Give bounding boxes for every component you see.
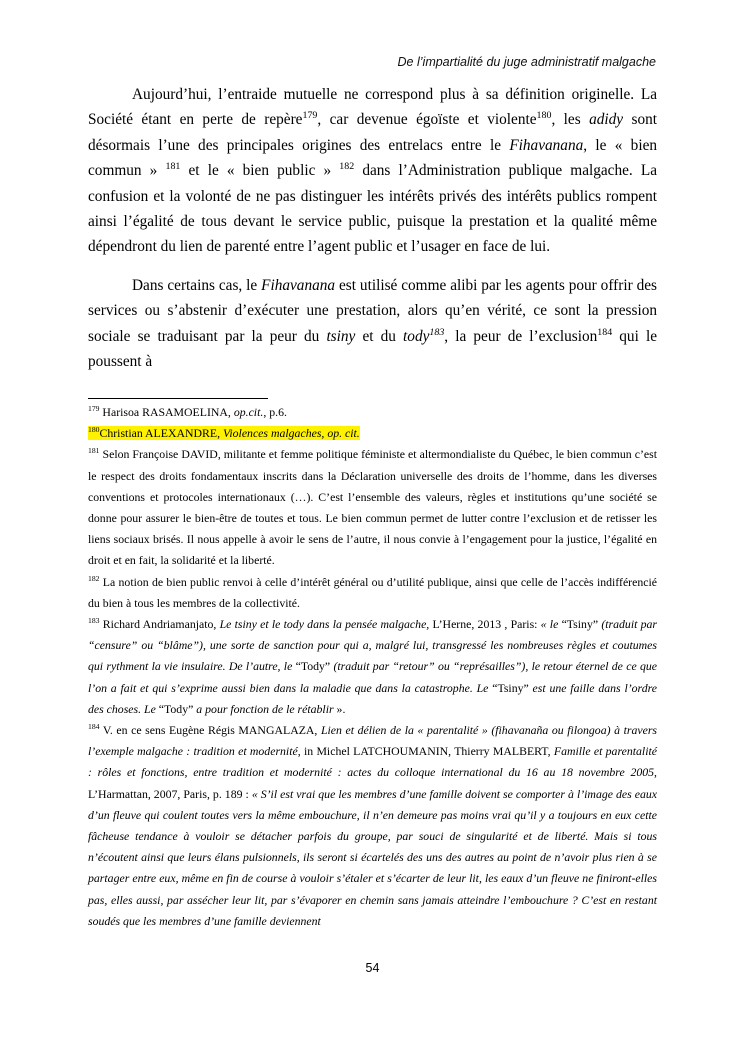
running-header: De l’impartialité du juge administratif malgache xyxy=(397,55,656,69)
footnote-180 xyxy=(88,423,657,444)
text: dans l’Administration publique malgache. La confusion et la volonté de ne pas distinguer les intérêts privés des intérêts publics rompent ainsi l’égalité de tous devant le service public, puisque la prestation et la qualité même dépendront du lien de parenté entre l’agent public et l’usager en face de lui. xyxy=(88,162,657,256)
text: , la peur de l’exclusion xyxy=(444,327,598,345)
text: sont désormais l’une des principales origines des entrelacs entre le xyxy=(88,111,657,154)
term-fihavanana: Fihavanana xyxy=(261,276,336,294)
term-fihavanana: Fihavanana xyxy=(509,136,584,154)
text: Aujourd’hui, l’entraide mutuelle ne correspond plus à sa définition originelle. La Société étant en perte de repère xyxy=(88,86,657,129)
footnote-179: $^{179}$ Harisoa RASAMOELINA, op.cit., p.6. xyxy=(88,404,287,419)
footnote-182: $^{182}$ La notion de bien public renvoi à celle d’intérêt général ou d’utilité publique, ainsi que celle de l’accès indifférencié du bien à tous les membres de la collectivité. xyxy=(88,573,657,610)
footnote-separator xyxy=(88,398,268,399)
text: et le « bien public » xyxy=(180,162,340,180)
footnotes xyxy=(88,402,657,932)
footnote-ref-179[interactable]: 179 xyxy=(302,110,318,122)
text: et du xyxy=(355,327,404,345)
footnote-181: $^{181}$ Selon Françoise DAVID, militante et femme politique féministe et altermondialiste du Québec, le bien commun c’est le respect des droits fondamentaux inscrits dans la Déclaration universelle des droits de l’homme, dans les diverses conventions et protocoles internationaux (…). C’est l’ensemble des valeurs, règles et institutions qu’une société se donne pour assurer le bien-être de toutes et tous. Le bien commun permet de lutter contre l’exclusion et de retisser les liens sociaux brisés. Il nous appelle à avoir le sens de l’autre, il nous convie à l’engagement pour la justice, l’égalité en droit et en fait, la solidarité et la liberté. xyxy=(88,446,657,568)
term-adidy: adidy xyxy=(589,111,624,129)
text: est utilisé comme alibi par les agents pour offrir des services ou s’abstenir d’exécuter une prestation, alors qu’en vérité, ce sont la pression sociale se traduisant par la peur du xyxy=(88,276,657,345)
paragraph-1 xyxy=(88,82,657,260)
footnote-183: $^{183}$ Richard Andriamanjato, Le tsiny et le tody dans la pensée malgache, L’Herne, 2013 , Paris: « le “Tsiny” (traduit par “censure” ou “blâme”), une sorte de sanction pour qui a, malgré lui, transgressé les nombreuses règles et coutumes qui rythment la vie insulaire. De l’autre, le “Tody” (traduit par “retour” ou “représailles”), le retour éternel de ce que l’on a fait et qui s’exprime aussi bien dans la maladie que dans la catastrophe. Le “Tsiny” est une faille dans l’ordre des choses. Le “Tody” a pour fonction de le rétablir ». xyxy=(88,616,657,716)
footnote-number: 181 xyxy=(88,446,100,456)
text: , les xyxy=(551,111,590,129)
footnote-number: 180 xyxy=(88,425,100,435)
highlighted-text: $^{180}$Christian ALEXANDRE, Violences malgaches, op. cit. xyxy=(88,425,360,441)
text: , car devenue égoïste et violente xyxy=(317,111,537,129)
page-number: 54 xyxy=(365,961,380,975)
footnote-ref-184[interactable]: 184 xyxy=(597,326,613,338)
term-tsiny: tsiny xyxy=(326,327,356,345)
text: Dans certains cas, le xyxy=(132,276,262,294)
main-text xyxy=(88,82,657,374)
footnote-ref-182[interactable]: 182 xyxy=(339,161,355,173)
term-tody: tody xyxy=(403,327,430,345)
footnote-ref-181[interactable]: 181 xyxy=(165,161,181,173)
footnote-ref-183[interactable]: 183 xyxy=(429,326,445,338)
footnote-ref-180[interactable]: 180 xyxy=(536,110,552,122)
footnote-number: 179 xyxy=(88,404,100,414)
text: , le « bien commun » xyxy=(88,136,658,180)
text: qui le poussent à xyxy=(88,327,657,371)
paragraph-2 xyxy=(88,273,657,375)
footnote-184: $^{184}$ V. en ce sens Eugène Régis MANGALAZA, Lien et délien de la « parentalité » (fihavanaña ou filongoa) à travers l’exemple malgache : tradition et modernité, in Michel LATCHOUMANIN, Thierry MALBERT, Famille et parentalité : rôles et fonctions, entre tradition et modernité : actes du colloque international du 16 au 18 novembre 2005, L’Harmattan, 2007, Paris, p. 189 : « S’il est vrai que les membres d’une famille doivent se comporter à l’image des eaux d’un fleuve qui coulent toutes vers la même embouchure, il n’en demeure pas moins vrai qu’il y a toujours en eux cette fâcheuse tendance à vouloir se détacher parfois du groupe, par souci de singularité et de liberté. Mais si tous n’écoutent ainsi que leurs élans pulsionnels, ils seront si écartelés des uns des autres au point de n’avoir plus rien à se partager entre eux, même en fin de course à vouloir s’étaler et s’écarter de leur lit, les eaux d’un fleuve ne finiront-elles pas, elles aussi, par assécher leur lit, par s’évaporer en chemin sans jamais atteindre l’embouchure ? C’est en restant soudés que les membres d’une famille deviennent xyxy=(88,722,658,928)
footnote-number: 183 xyxy=(88,616,100,626)
footnote-number: 182 xyxy=(88,573,100,583)
footnote-number: 184 xyxy=(88,722,100,732)
